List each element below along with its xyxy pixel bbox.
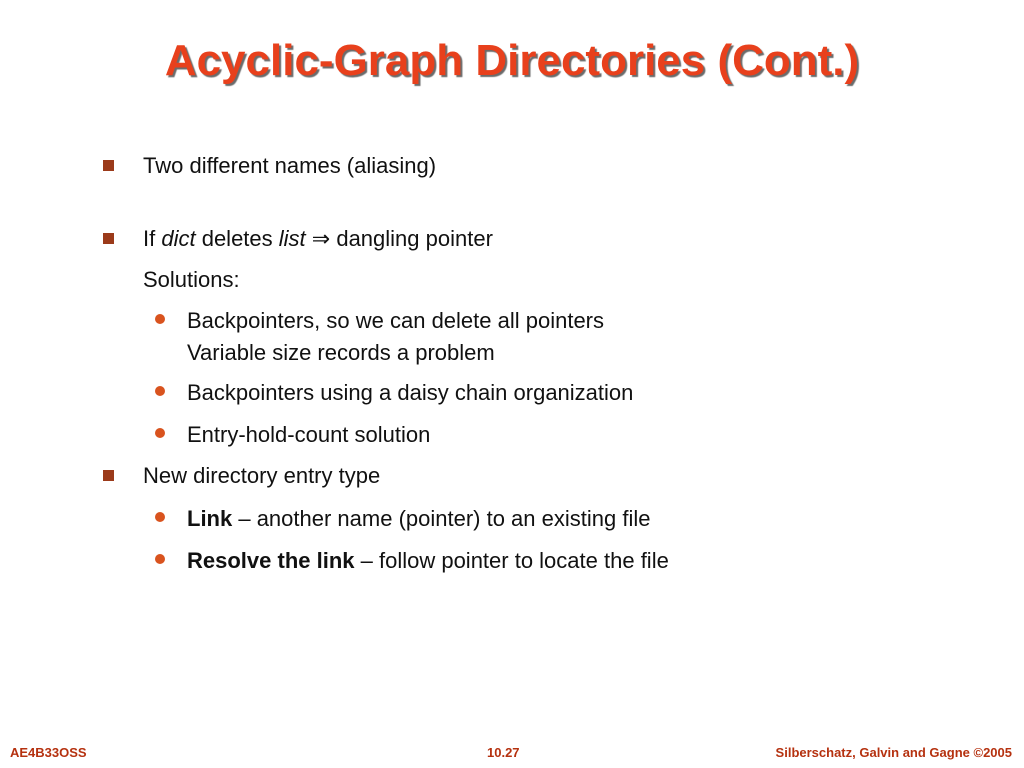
footer-page-number: 10.27: [487, 745, 520, 760]
text-deletes: deletes: [195, 226, 279, 251]
text-dict: dict: [161, 226, 196, 251]
square-bullet-icon: [103, 470, 114, 481]
round-bullet-icon: [155, 314, 165, 324]
square-bullet-icon: [103, 233, 114, 244]
solution-text: Backpointers using a daisy chain organization: [187, 380, 634, 405]
entry-desc: – another name (pointer) to an existing file: [232, 506, 651, 531]
round-bullet-icon: [155, 428, 165, 438]
bullet-text: Two different names (aliasing): [143, 153, 437, 178]
text-dangling-pointer: dangling pointer: [336, 226, 493, 251]
entry-term: Link: [187, 506, 233, 531]
text-list: list: [278, 226, 306, 251]
square-bullet-icon: [103, 160, 114, 171]
bullet-text: New directory entry type: [143, 463, 381, 488]
solution-text: Backpointers, so we can delete all pointers: [187, 308, 605, 333]
text-if: If: [143, 226, 162, 251]
bullet-text: [143, 226, 493, 252]
round-bullet-icon: [155, 512, 165, 522]
implies-arrow-icon: ⇒: [305, 226, 337, 251]
slide-title: Acyclic-Graph Directories (Cont.): [164, 36, 860, 85]
footer-copyright: Silberschatz, Galvin and Gagne ©2005: [775, 745, 1012, 760]
footer-course: AE4B33OSS: [10, 745, 87, 760]
entry-text: [187, 545, 669, 576]
solutions-label: Solutions:: [143, 267, 240, 292]
entry-text: [187, 503, 650, 534]
solution-text: Variable size records a problem: [187, 340, 495, 365]
entry-term: Resolve the link: [187, 548, 355, 573]
solution-text: Entry-hold-count solution: [187, 422, 431, 447]
round-bullet-icon: [155, 386, 165, 396]
entry-desc: – follow pointer to locate the file: [354, 548, 669, 573]
round-bullet-icon: [155, 554, 165, 564]
